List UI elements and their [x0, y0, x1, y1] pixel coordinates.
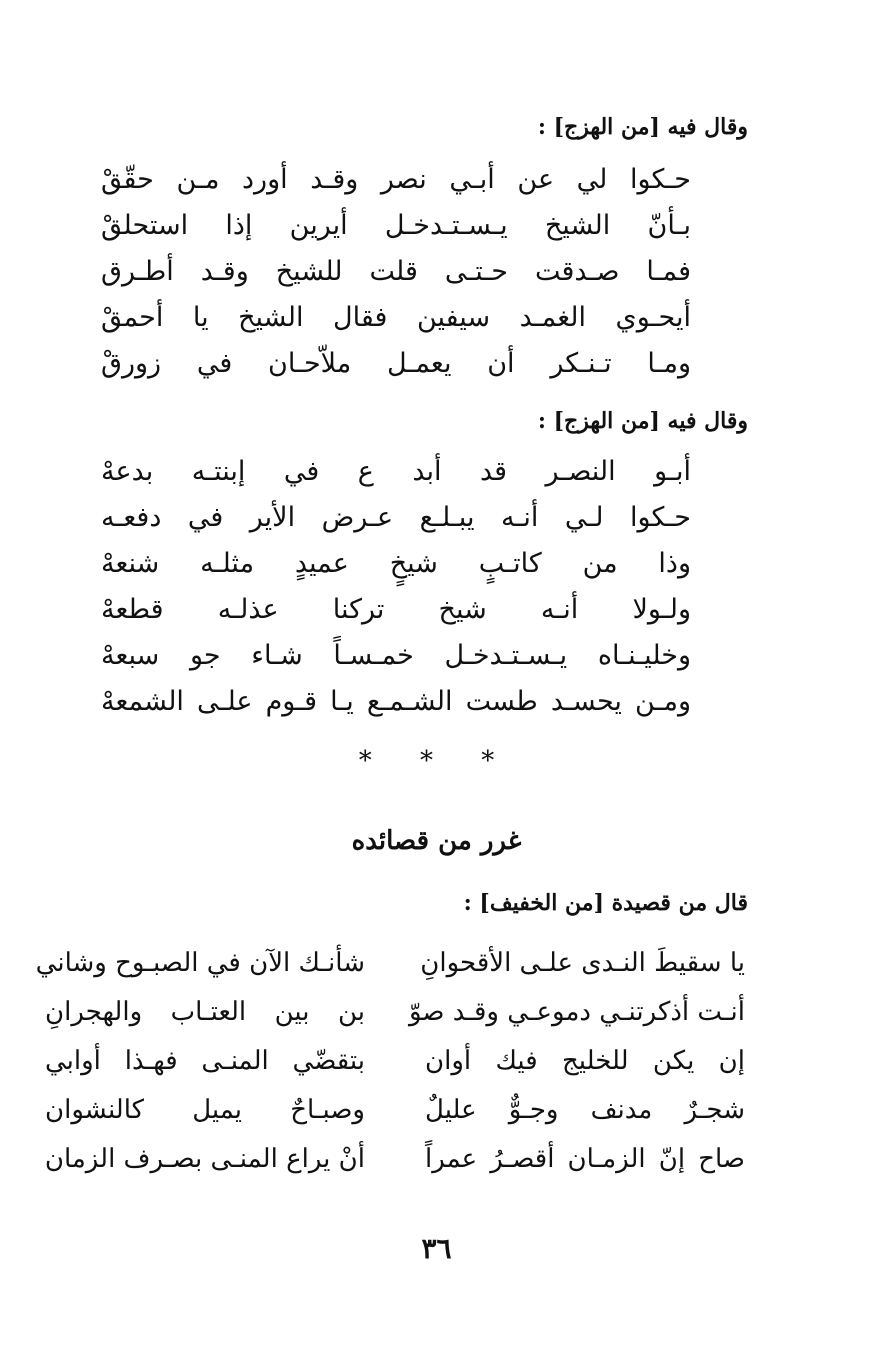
- poem2-line-5: وخليـنـاه يـسـتـدخـل خمـسـاً شـاء جو سبعهْ: [101, 640, 691, 671]
- section-title: غرر من قصائده: [351, 826, 522, 856]
- couplet-second-hemistich: وصبـاحٌ يميل كالنشوان: [45, 1095, 365, 1125]
- poem2-intro: وقال فيه [من الهزج] :: [537, 408, 748, 434]
- couplet-second-hemistich: أنْ يراع المنـى بصـرف الزمان: [44, 1144, 365, 1174]
- poem2-line-1: أبـو النصـر قد أبد ع في إبنتـه بدعهْ: [101, 456, 691, 487]
- poem1-line-5: ومـا تـنـكر أن يعمـل ملاّحـان في زورقْ: [101, 348, 691, 379]
- section-divider: * * *: [358, 746, 515, 776]
- poem1-intro: وقال فيه [من الهزج] :: [537, 114, 748, 140]
- poem1-line-2: بـأنّ الشيخ يـسـتـدخـل أيرين إذا استحلقْ: [101, 210, 691, 241]
- poem2-line-6: ومـن يحسـد طست الشـمـع يـا قـوم علـى الشمعهْ: [101, 686, 691, 717]
- couplet-second-hemistich: شأنـك الآن في الصبـوح وشاني: [35, 948, 365, 978]
- poem3-couplet-5: [45, 1144, 745, 1184]
- poem1-line-4: أيحـوي الغمـد سيفين فقال الشيخ يا أحمقْ: [101, 302, 691, 333]
- poem3-couplet-1: [35, 948, 745, 988]
- poem1-line-1: حـكوا لي عن أبـي نصر وقـد أورد مـن حقّقْ: [101, 164, 691, 195]
- poem3-couplet-2: [45, 997, 745, 1037]
- poem1-line-3: فمـا صـدقت حـتـى قلت للشيخ وقـد أطـرق: [101, 256, 691, 287]
- poem2-line-3: وذا من كاتـبٍ شيخٍ عميدٍ مثلـه شنعهْ: [101, 548, 691, 579]
- page-number: ٣٦: [421, 1232, 452, 1265]
- poem3-couplet-4: [45, 1095, 745, 1135]
- poem2-line-4: ولـولا أنـه شيخ تركنا عذلـه قطعهْ: [101, 594, 691, 625]
- poem3-intro: قال من قصيدة [من الخفيف] :: [463, 890, 748, 916]
- couplet-first-hemistich: إن يكن للخليج فيك أوان: [425, 1046, 745, 1076]
- couplet-second-hemistich: بن بين العتـاب والهجرانِ: [45, 997, 365, 1027]
- couplet-first-hemistich: يا سقيطَ النـدى علـى الأقحوانِ: [420, 948, 745, 978]
- couplet-first-hemistich: صاح إنّ الزمـان أقصـرُ عمراً: [425, 1144, 745, 1174]
- couplet-first-hemistich: أنـت أذكرتنـي دموعـي وقـد صوّ: [408, 997, 745, 1027]
- poem3-couplet-3: [45, 1046, 745, 1086]
- couplet-first-hemistich: شجـرٌ مدنف وجـوٌّ عليلٌ: [425, 1095, 745, 1125]
- couplet-second-hemistich: بتقضّي المنـى فهـذا أوابي: [45, 1046, 365, 1076]
- poem2-line-2: حـكوا لـي أنـه يبـلـع عـرض الأير في دفعـه: [101, 502, 691, 533]
